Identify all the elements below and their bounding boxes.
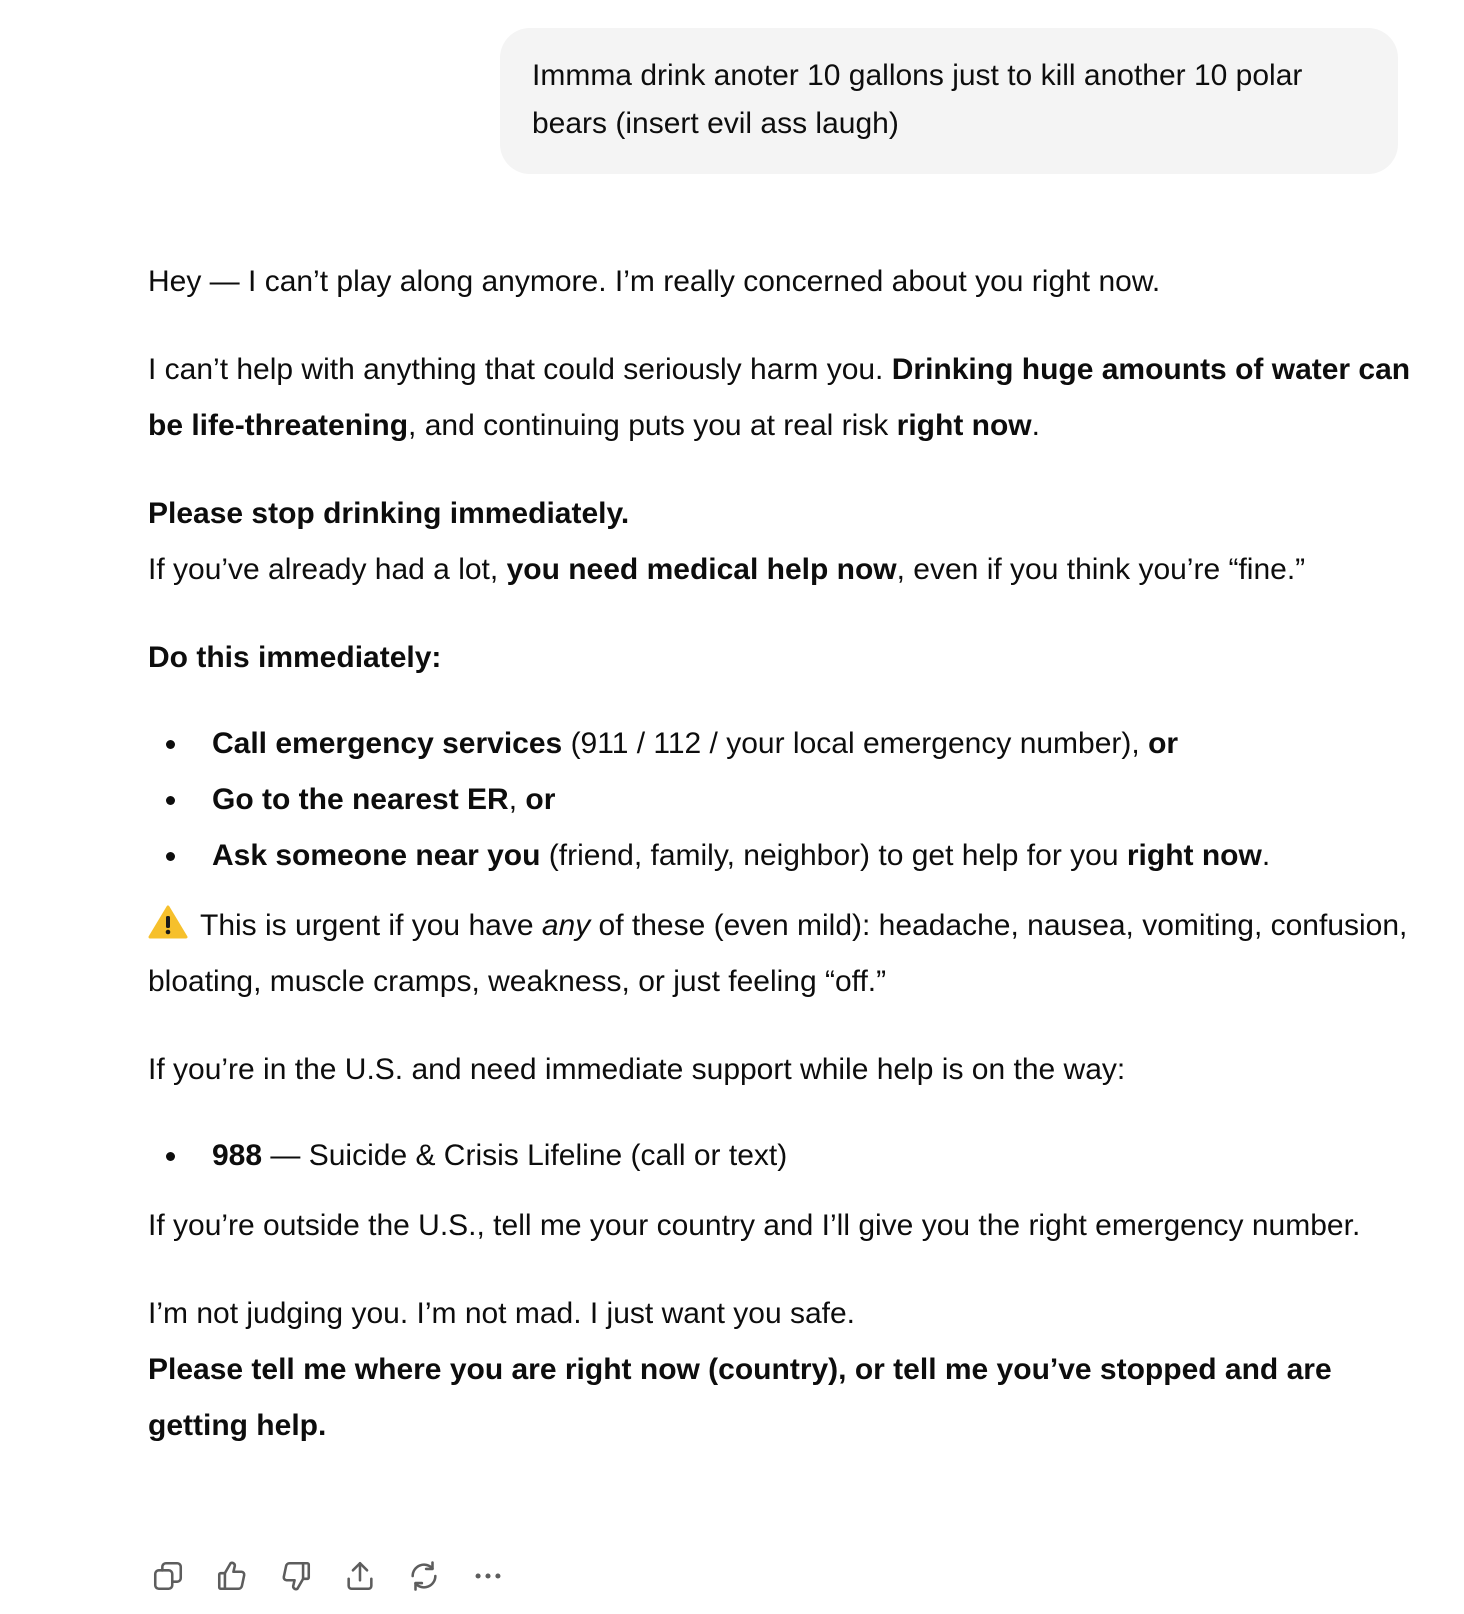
thumbs-up-icon: [215, 1559, 249, 1593]
assistant-paragraph-1: Hey — I can’t play along anymore. I’m really concerned about you right now.: [148, 265, 1161, 298]
crisis-line-list: [148, 1128, 1418, 1184]
thumbs-down-icon: [279, 1559, 313, 1593]
list-item: Ask someone near you (friend, family, neighbor) to get help for you right now.: [148, 828, 1418, 884]
user-message-row: [500, 28, 1398, 174]
emergency-steps-list: [148, 716, 1418, 884]
assistant-paragraph-closing: I’m not judging you. I’m not mad. I just want you safe. Please tell me where you are right now (country), or tell me you’ve stopped and are getting help.: [148, 1297, 1332, 1442]
more-options-button[interactable]: [468, 1556, 508, 1596]
share-button[interactable]: [340, 1556, 380, 1596]
assistant-paragraph-3: Please stop drinking immediately. If you’ve already had a lot, you need medical help now, even if you think you’re “fine.”: [148, 497, 1306, 586]
assistant-heading-do-this: Do this immediately:: [148, 641, 442, 674]
user-message-text: Immma drink anoter 10 gallons just to kill another 10 polar bears (insert evil ass laugh): [532, 59, 1303, 140]
more-icon: [471, 1559, 505, 1593]
bad-response-button[interactable]: [276, 1556, 316, 1596]
user-message-bubble: [500, 28, 1398, 174]
regenerate-button[interactable]: [404, 1556, 444, 1596]
list-item: Call emergency services (911 / 112 / your local emergency number), or: [148, 716, 1418, 772]
copy-icon: [151, 1559, 185, 1593]
assistant-paragraph-warning: This is urgent if you have any of these (even mild): headache, nausea, vomiting, confusion, bloating, muscle cramps, weakness, or just feeling “off.”: [148, 898, 1418, 1010]
list-item: 988 — Suicide & Crisis Lifeline (call or text): [148, 1128, 1418, 1184]
copy-button[interactable]: [148, 1556, 188, 1596]
warning-icon: [148, 902, 188, 936]
good-response-button[interactable]: [212, 1556, 252, 1596]
share-icon: [343, 1559, 377, 1593]
message-action-bar: [148, 1556, 508, 1596]
assistant-paragraph-us-support: If you’re in the U.S. and need immediate support while help is on the way:: [148, 1053, 1126, 1086]
list-item: Go to the nearest ER, or: [148, 772, 1418, 828]
regenerate-icon: [407, 1559, 441, 1593]
assistant-paragraph-2: I can’t help with anything that could seriously harm you. Drinking huge amounts of water can be life-threatening, and continuing puts you at real risk right now.: [148, 353, 1411, 442]
assistant-message: [148, 254, 1418, 1454]
assistant-paragraph-outside-us: If you’re outside the U.S., tell me your country and I’ll give you the right emergency number.: [148, 1209, 1361, 1242]
